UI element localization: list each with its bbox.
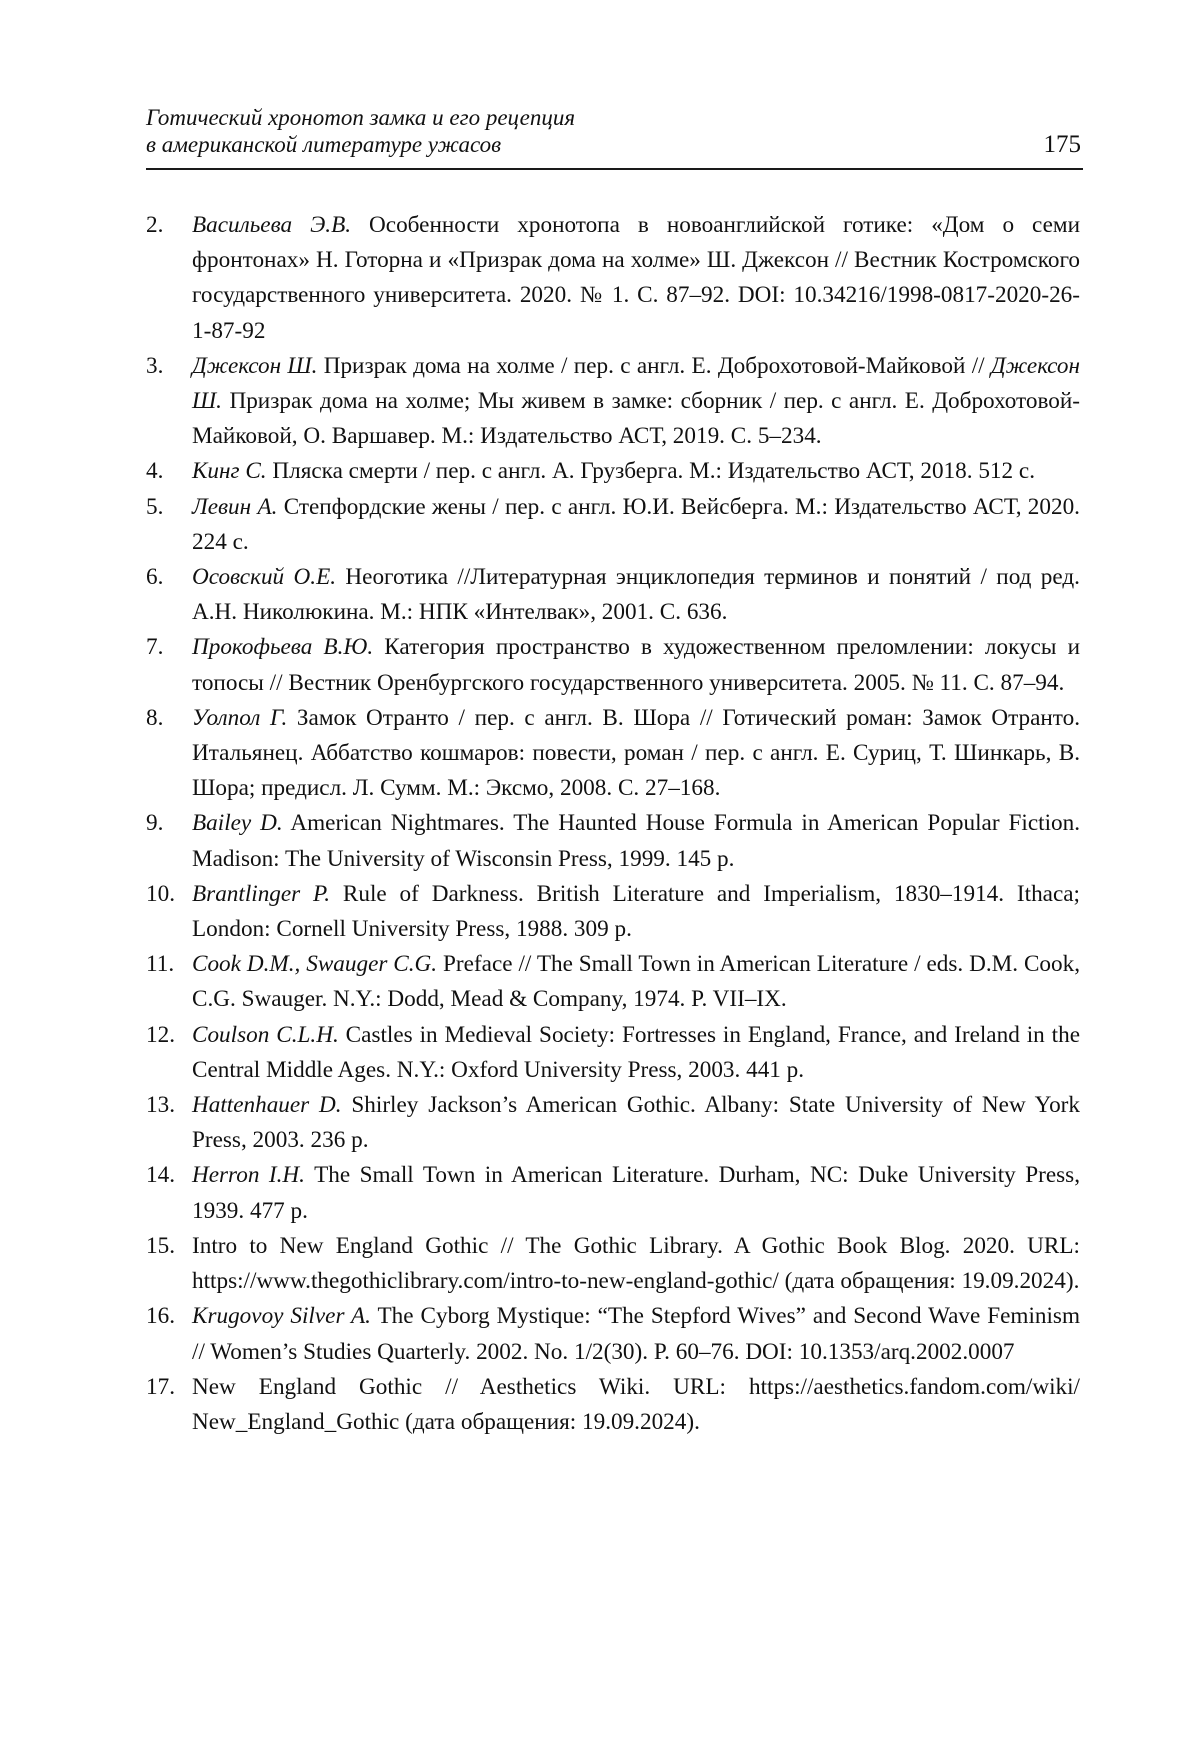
running-title	[146, 104, 575, 158]
reference-author: Левин А.	[192, 493, 278, 520]
reference-text: New England Gothic // Aesthetics Wiki. URL: https://aesthetics.fandom.com/wiki/​New_England_Gothic (дата обращения: 19.09.2024).	[192, 1373, 1080, 1435]
reference-number: 8.	[146, 704, 164, 731]
reference-text: Intro to New England Gothic // The Gothic Library. A Gothic Book Blog. 2020. URL: https://www.thegothiclibrary.com/intro-to-new-england-gothic/ (дата обращения: 19.09.2024).	[192, 1232, 1080, 1295]
running-header	[146, 104, 1083, 170]
reference-item	[146, 1088, 1080, 1158]
page-number: 175	[1043, 131, 1081, 158]
reference-list	[146, 208, 1080, 1440]
reference-item	[146, 701, 1080, 807]
reference-author: Уолпол Г.	[192, 704, 288, 731]
reference-item	[146, 349, 1080, 455]
reference-text: Призрак дома на холме; Мы живем в замке: сборник / пер. с англ. Е. Доброхотовой-Майковой, О. Варшавер. М.: Издательство АСТ, 2019. С. 5–234.	[192, 388, 1080, 450]
reference-item	[146, 208, 1080, 349]
reference-author: Herron I.H.	[192, 1162, 305, 1189]
reference-item	[146, 454, 1080, 489]
reference-item	[146, 490, 1080, 560]
reference-text: Степфордские жены / пер. с англ. Ю.И. Вейсберга. М.: Издательство АСТ, 2020. 224 с.	[192, 493, 1080, 555]
reference-author: Осовский О.Е.	[192, 564, 337, 591]
reference-item	[146, 1370, 1080, 1440]
reference-number: 7.	[146, 634, 164, 661]
reference-item	[146, 560, 1080, 630]
reference-text: Rule of Darkness. British Literature and Imperialism, 1830–1914. Ithaca; London: Cornell University Press, 1988. 309 p.	[192, 880, 1080, 943]
reference-number: 2.	[146, 212, 164, 238]
reference-number: 17.	[146, 1373, 175, 1400]
reference-item	[146, 1158, 1080, 1228]
reference-item	[146, 630, 1080, 700]
reference-author: Brantlinger P.	[192, 880, 331, 907]
reference-text: Категория пространство в художественном преломлении: локусы и топосы // Вестник Оренбургского государственного университета. 2005. № 11. С. 87–94.	[192, 634, 1081, 696]
reference-item	[146, 1018, 1080, 1088]
reference-number: 16.	[146, 1303, 175, 1330]
reference-item	[146, 947, 1080, 1017]
reference-author: Васильева Э.В.	[192, 212, 352, 238]
reference-text: Shirley Jackson’s American Gothic. Albany: State University of New York Press, 2003. 236 p.	[192, 1092, 1080, 1154]
reference-author: Cook D.M., Swauger C.G.	[192, 951, 438, 978]
reference-number: 12.	[146, 1021, 175, 1048]
reference-author: Кинг С.	[192, 458, 267, 485]
reference-number: 15.	[146, 1232, 175, 1259]
reference-number: 13.	[146, 1092, 175, 1119]
reference-text: Castles in Medieval Society: Fortresses in England, France, and Ireland in the Central Middle Ages. N.Y.: Oxford University Press, 2003. 441 p.	[192, 1021, 1081, 1083]
reference-number: 11.	[146, 951, 175, 978]
reference-text: Призрак дома на холме / пер. с англ. Е. Доброхотовой-Майковой //	[317, 352, 991, 379]
reference-number: 14.	[146, 1162, 175, 1189]
reference-text: Пляска смерти / пер. с англ. А. Грузберга. М.: Издательство АСТ, 2018. 512 с.	[266, 458, 1036, 485]
reference-author: Bailey D.	[192, 810, 283, 837]
reference-author: Hattenhauer D.	[192, 1092, 342, 1119]
reference-author: Джексон Ш.	[192, 352, 1080, 415]
reference-text: Особенности хронотопа в новоанглийской готике: «Дом о семи фронтонах» Н. Готорна и «Призрак дома на холме» Ш. Джексон // Вестник Костромского государственного университета. 2020. № 1. С. 87–92. DOI: 10.34216/1998-0817-2020-26-1-87-92	[192, 212, 1080, 344]
reference-text: The Small Town in American Literature. Durham, NC: Duke University Press, 1939. 477 p.	[192, 1162, 1080, 1224]
reference-text: American Nightmares. The Haunted House Formula in American Popular Fiction. Madison: The University of Wisconsin Press, 1999. 145 p.	[192, 810, 1080, 872]
reference-text: Preface // The Small Town in American Literature / eds. D.M. Cook, C.G. Swauger. N.Y.: Dodd, Mead & Company, 1974. P. VII–IX.	[192, 951, 1080, 1013]
reference-author: Прокофьева В.Ю.	[192, 634, 374, 661]
reference-item	[146, 1229, 1080, 1299]
reference-author: Джексон Ш.	[192, 352, 318, 379]
reference-number: 9.	[146, 810, 164, 837]
reference-number: 4.	[146, 458, 164, 485]
running-title-line-1: Готический хронотоп замка и его рецепция	[146, 105, 576, 130]
reference-number: 6.	[146, 564, 164, 591]
reference-item	[146, 877, 1080, 947]
reference-text: Неоготика //Литературная энциклопедия терминов и понятий / под ред. А.Н. Николюкина. М.: НПК «Интелвак», 2001. С. 636.	[192, 564, 1080, 626]
reference-text: The Cyborg Mystique: “The Stepford Wives” and Second Wave Feminism // Women’s Studies Quarterly. 2002. No. 1/2(30). P. 60–76. DOI: 10.1353/arq.2002.0007	[192, 1303, 1080, 1365]
reference-number: 3.	[146, 352, 164, 379]
reference-number: 10.	[146, 880, 175, 907]
running-title-line-2: в американской литературе ужасов	[146, 132, 502, 157]
reference-number: 5.	[146, 493, 164, 520]
reference-item	[146, 1299, 1080, 1369]
reference-item	[146, 806, 1080, 876]
reference-author: Krugovoy Silver A.	[192, 1303, 371, 1330]
reference-text: Замок Отранто / пер. с англ. В. Шора // Готический роман: Замок Отранто. Итальянец. Аббатство кошмаров: повести, роман / пер. с англ. Е. Суриц, Т. Шинкарь, В. Шора; предисл. Л. Сумм. М.: Эксмо, 2008. С. 27–168.	[192, 704, 1080, 802]
reference-author: Coulson C.L.H.	[192, 1021, 339, 1048]
